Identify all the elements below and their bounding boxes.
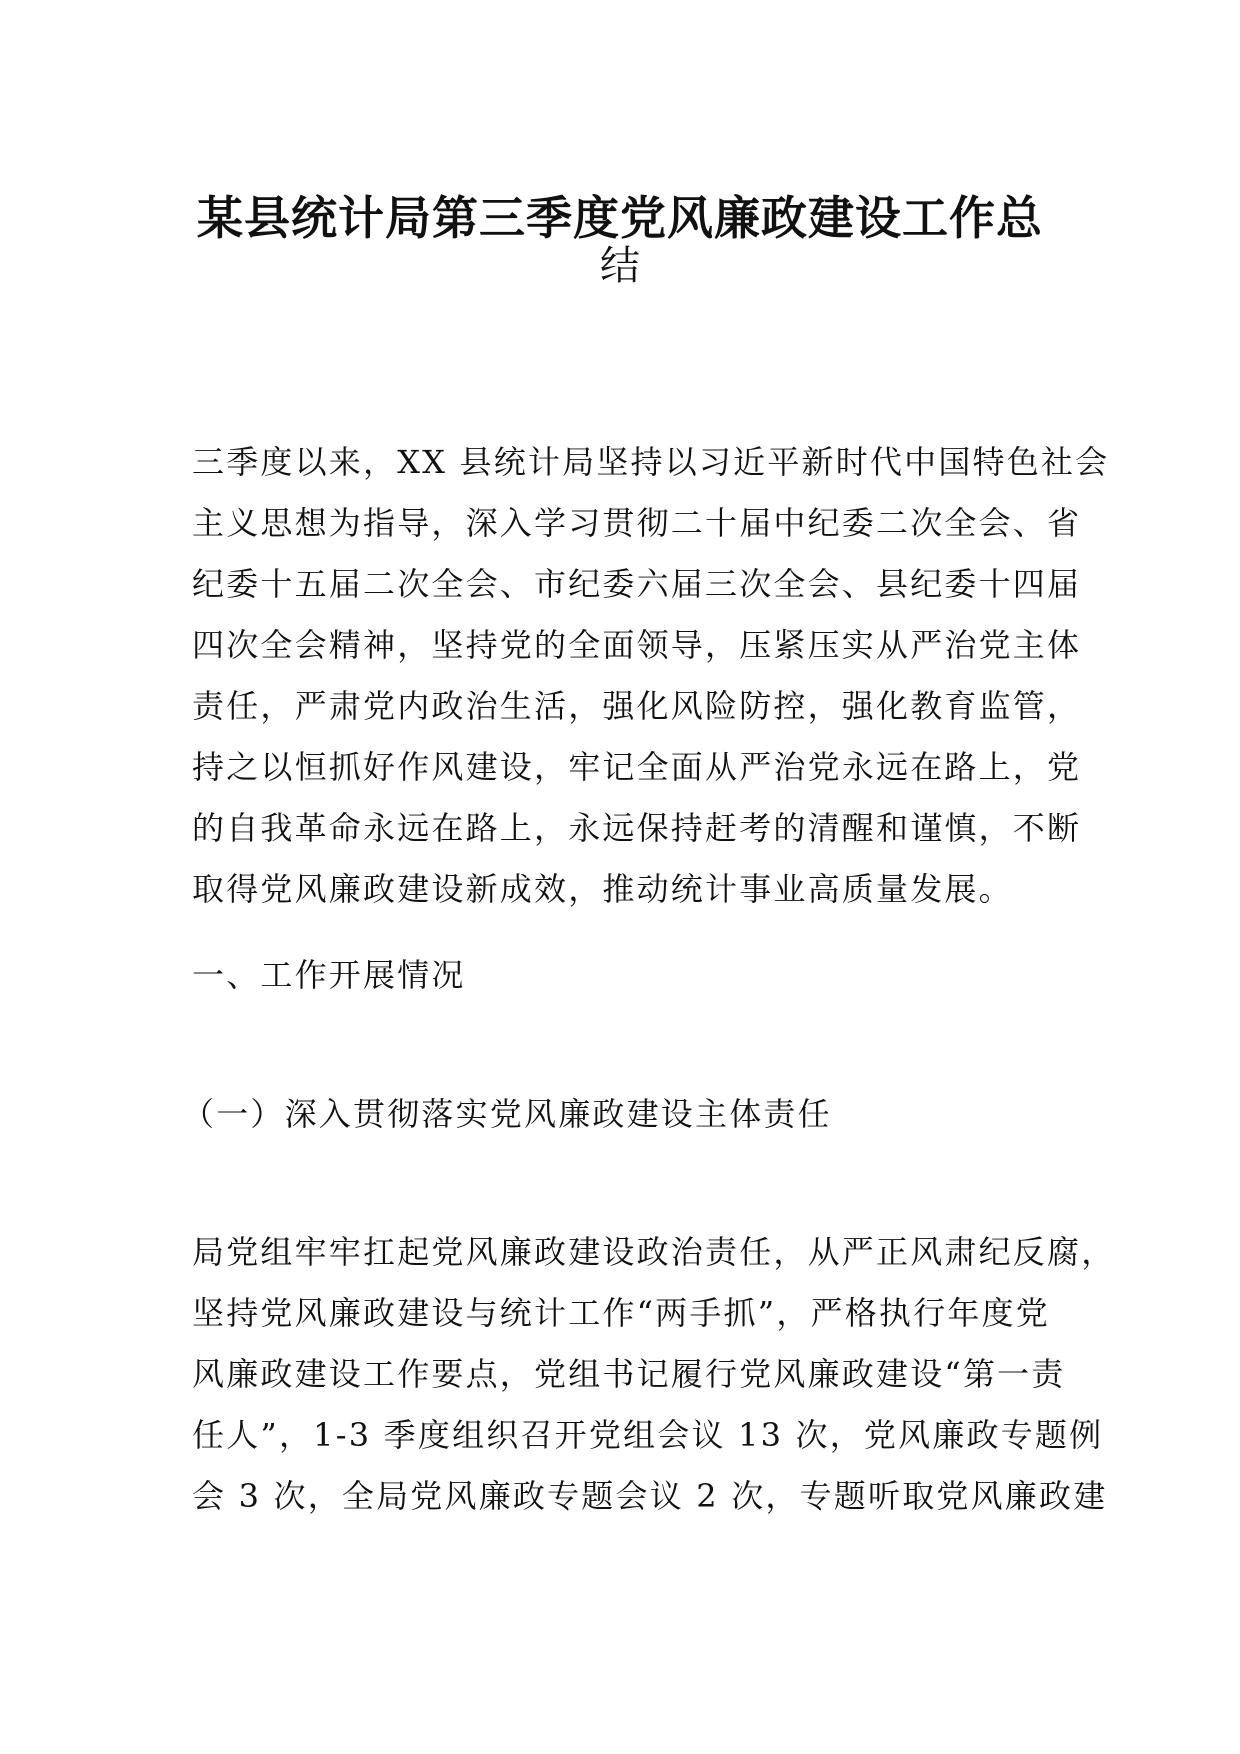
paragraph-line: 持之以恒抓好作风建设，牢记全面从严治党永远在路上，党 bbox=[192, 748, 1082, 786]
paragraph-line: 的自我革命永远在路上，永远保持赶考的清醒和谨慎，不断 bbox=[192, 809, 1082, 847]
section-heading: 一、工作开展情况 bbox=[192, 956, 466, 994]
paragraph-line: 三季度以来，XX 县统计局坚持以习近平新时代中国特色社会 bbox=[192, 443, 1110, 481]
document-title: 某县统计局第三季度党风廉政建设工作总 bbox=[197, 191, 1043, 245]
paragraph-line: 四次全会精神，坚持党的全面领导，压紧压实从严治党主体 bbox=[192, 626, 1082, 664]
paragraph-line: 取得党风廉政建设新成效，推动统计事业高质量发展。 bbox=[192, 870, 1013, 908]
paragraph-line: 风廉政建设工作要点，党组书记履行党风廉政建设“第一责 bbox=[192, 1355, 1066, 1393]
document-title-continuation: 结 bbox=[600, 243, 640, 289]
paragraph-line: 坚持党风廉政建设与统计工作“两手抓”，严格执行年度党 bbox=[192, 1294, 1050, 1332]
paragraph-line: 任人”，1-3 季度组织召开党组会议 13 次，党风廉政专题例 bbox=[192, 1416, 1104, 1454]
intro-paragraph bbox=[192, 432, 1110, 920]
paragraph-line: 局党组牢牢扛起党风廉政建设政治责任，从严正风肃纪反腐， bbox=[192, 1233, 1116, 1271]
duty-paragraph bbox=[192, 1222, 1116, 1527]
subsection-heading: （一）深入贯彻落实党风廉政建设主体责任 bbox=[182, 1095, 832, 1133]
paragraph-line: 责任，严肃党内政治生活，强化风险防控，强化教育监管， bbox=[192, 687, 1082, 725]
paragraph-line: 纪委十五届二次全会、市纪委六届三次全会、县纪委十四届 bbox=[192, 565, 1082, 603]
paragraph-line: 主义思想为指导，深入学习贯彻二十届中纪委二次全会、省 bbox=[192, 504, 1082, 542]
paragraph-line: 会 3 次，全局党风廉政专题会议 2 次，专题听取党风廉政建 bbox=[192, 1477, 1108, 1515]
